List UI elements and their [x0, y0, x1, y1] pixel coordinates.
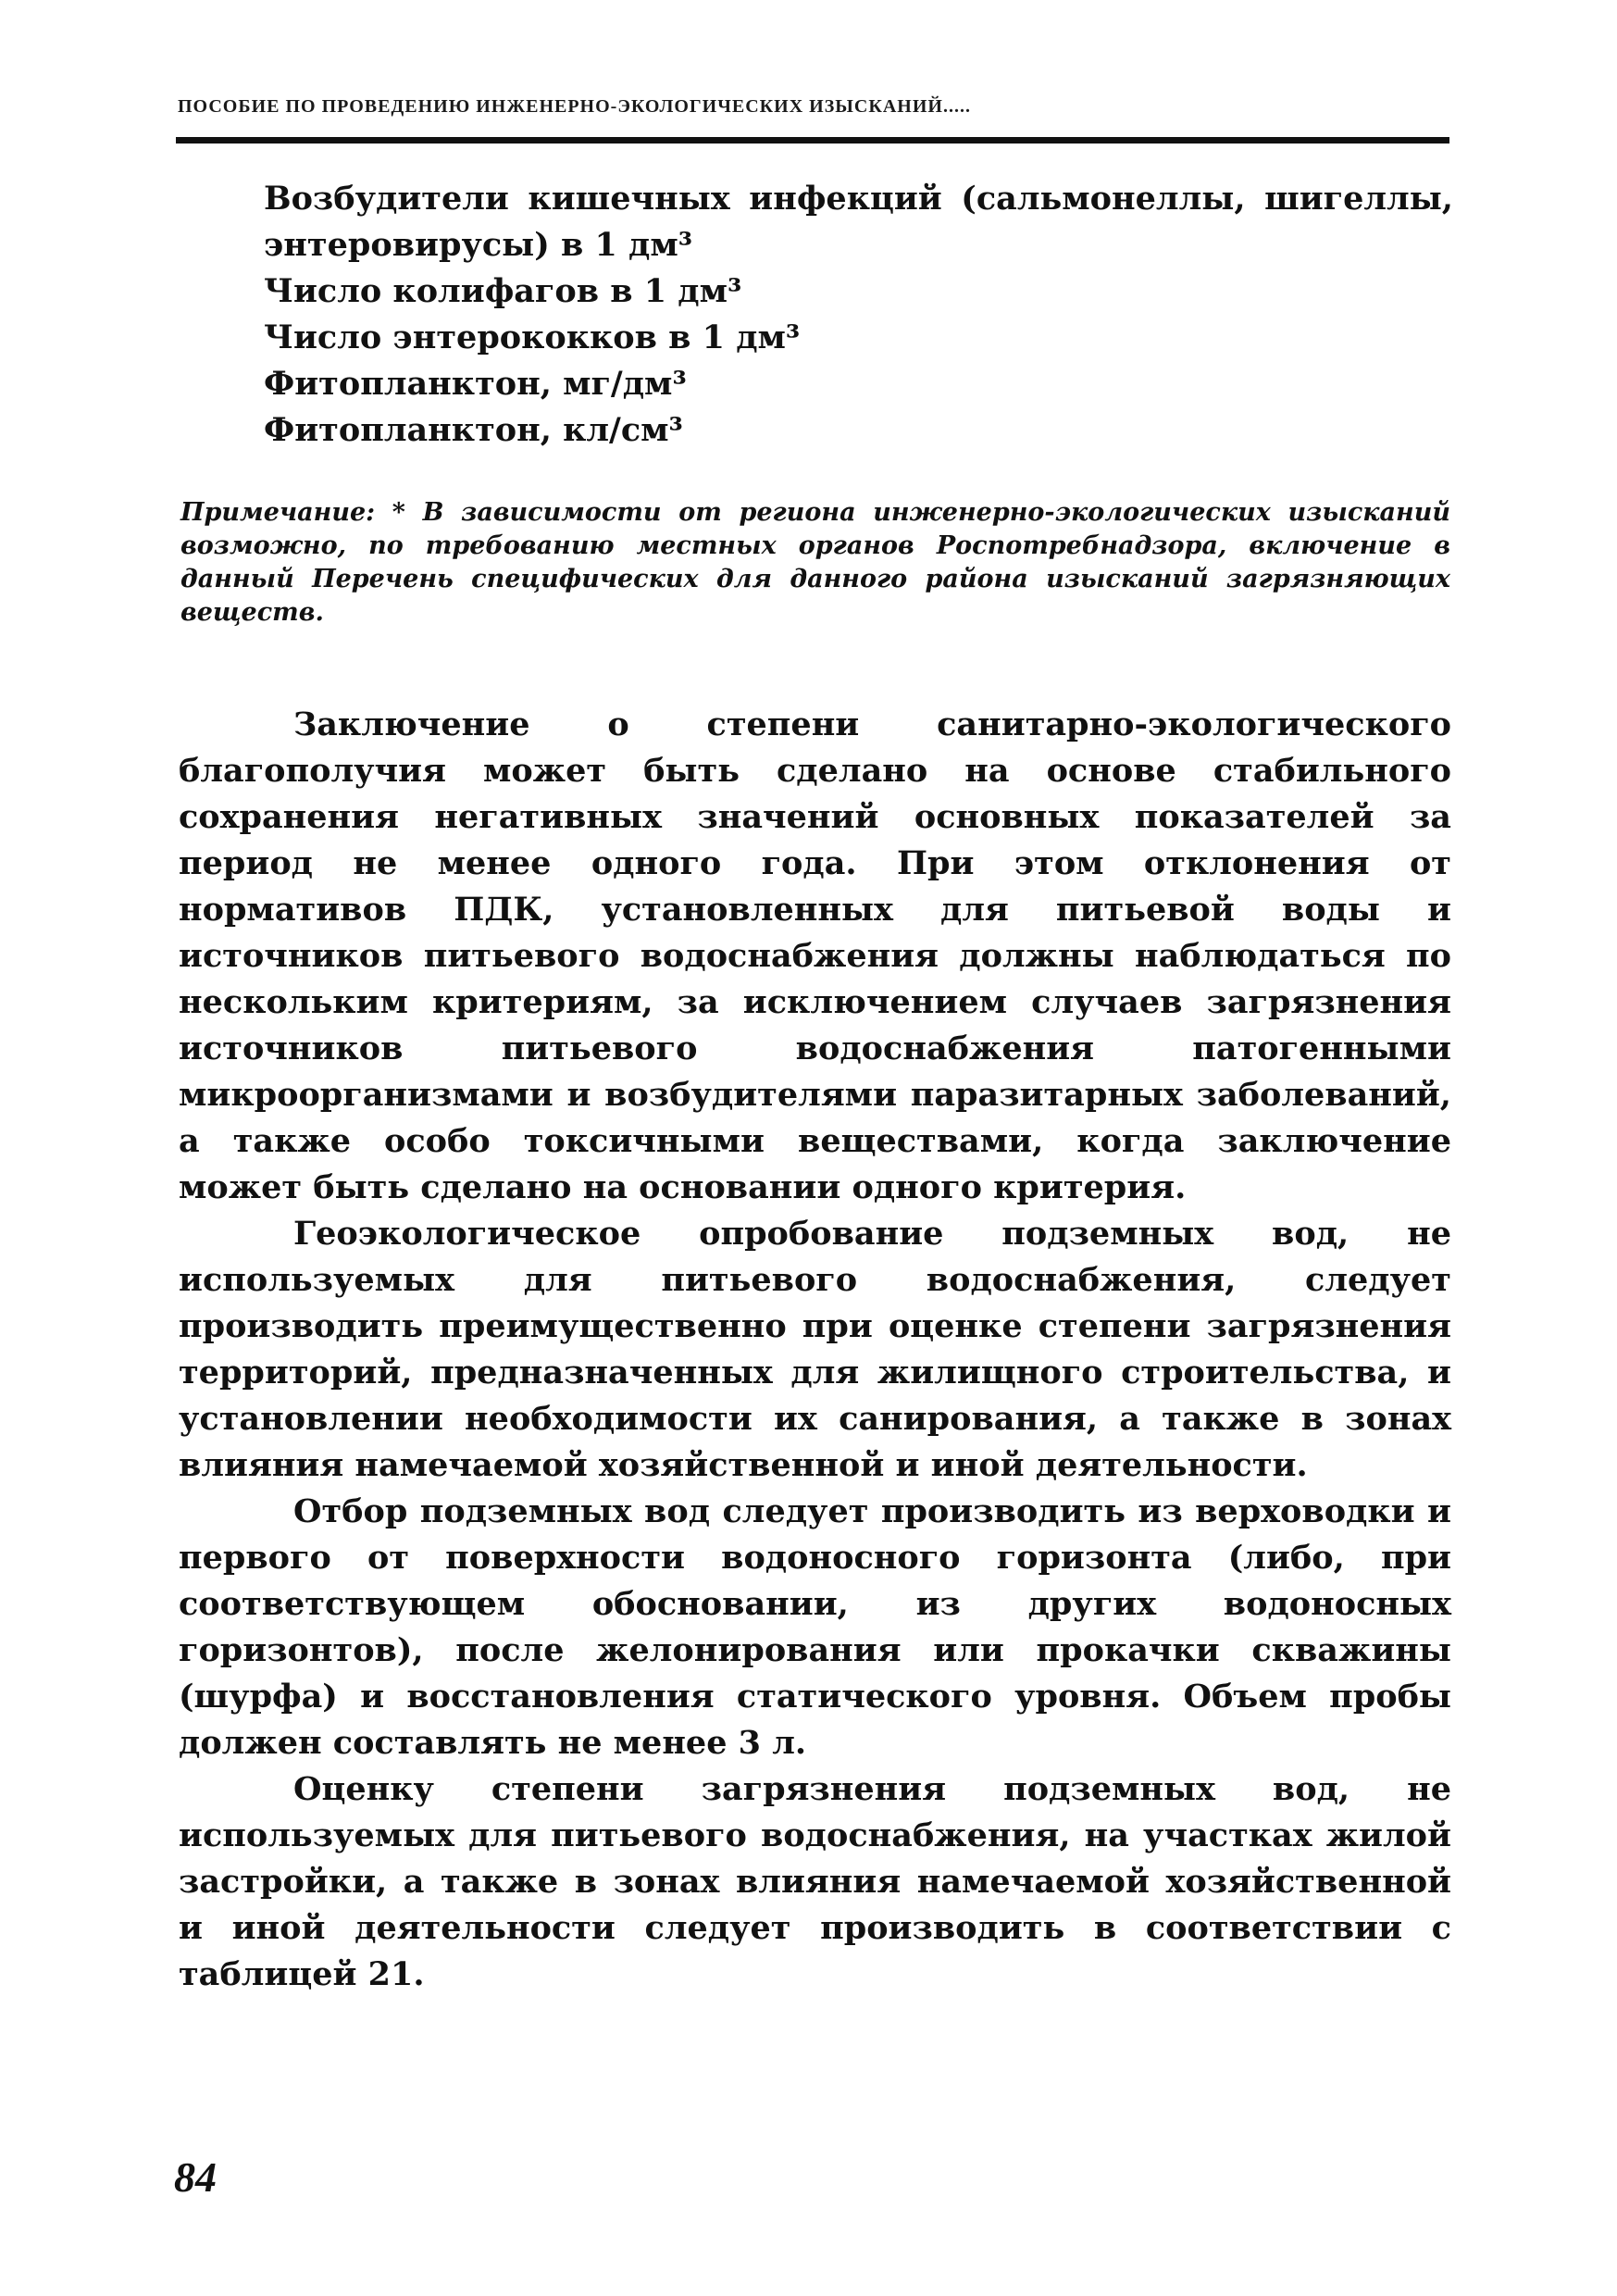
paragraph: Отбор подземных вод следует производить из верховодки и первого от поверхности водоносного горизонта (либо, при соответствующем обосновании, из других водоносных горизонтов), после желонирования или прокачки скважины (шурфа) и восстановления статического уровня. Объем пробы должен составлять не менее 3 л. — [179, 1492, 1451, 1762]
paragraph: Оценку степени загрязнения подземных вод, не используемых для питьевого водоснабжения, на участках жилой застройки, а также в зонах влияния намечаемой хозяйственной и иной деятельности следует производить в соответствии с таблицей 21. — [179, 1770, 1451, 1993]
running-header: ПОСОБИЕ ПО ПРОВЕДЕНИЮ ИНЖЕНЕРНО-ЭКОЛОГИЧЕСКИХ ИЗЫСКАНИЙ..... — [178, 96, 971, 117]
indicator-item: Число колифагов в 1 дм³ — [264, 272, 742, 310]
body-text — [179, 702, 1451, 1998]
indicator-item: Число энтерококков в 1 дм³ — [264, 318, 801, 356]
footnote: Примечание: * В зависимости от региона инженерно-экологических изысканий возможно, по требованию местных органов Роспотребнадзора, включение в данный Перечень специфических для данного района изысканий загрязняющих веществ. — [180, 498, 1450, 627]
page-number: 84 — [174, 2153, 217, 2201]
paragraph: Геоэкологическое опробование подземных вод, не используемых для питьевого водоснабжения, следует производить преимущественно при оценке степени загрязнения территорий, предназначенных для жилищного строительства, и установлении необходимости их санирования, а также в зонах влияния намечаемой хозяйственной и иной деятельности. — [179, 1215, 1451, 1484]
indicator-item: Фитопланктон, кл/см³ — [264, 411, 683, 449]
paragraph: Заключение о степени санитарно-экологического благополучия может быть сделано на основе стабильного сохранения негативных значений основных показателей за период не менее одного года. При этом отклонения от нормативов ПДК, установленных для питьевой воды и источников питьевого водоснабжения должны наблюдаться по нескольким критериям, за исключением случаев загрязнения источников питьевого водоснабжения патогенными микроорганизмами и возбудителями паразитарных заболеваний, а также особо токсичными веществами, когда заключение может быть сделано на основании одного критерия. — [179, 705, 1451, 1206]
indicator-item: Возбудители кишечных инфекций (сальмонеллы, шигеллы, энтеровирусы) в 1 дм³ — [264, 180, 1453, 264]
indicator-list — [264, 176, 1453, 454]
header-rule — [176, 137, 1449, 144]
indicator-item: Фитопланктон, мг/дм³ — [264, 365, 687, 403]
